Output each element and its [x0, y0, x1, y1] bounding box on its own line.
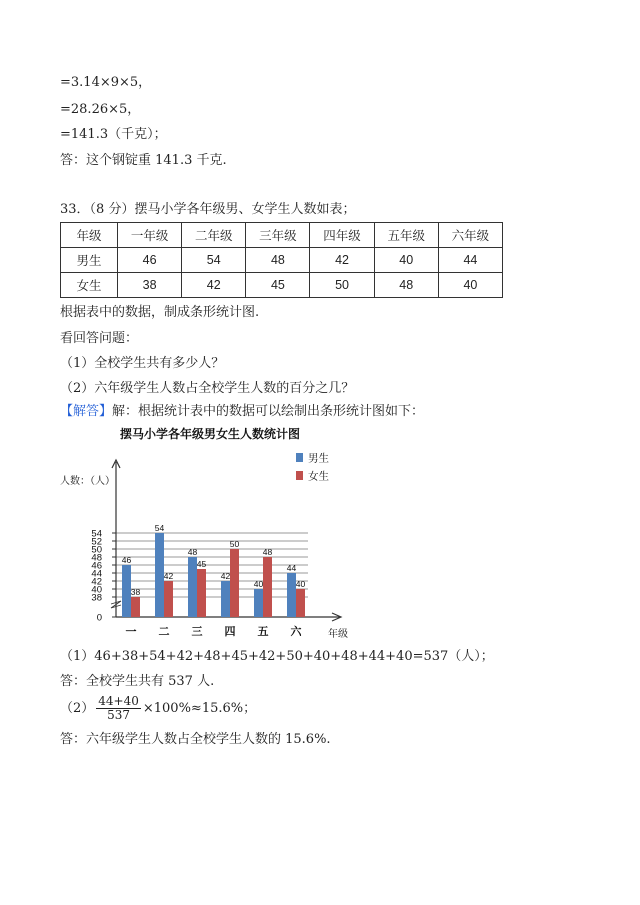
solution-intro: 解：根据统计表中的数据可以绘制出条形统计图如下：: [112, 404, 425, 419]
fraction-denominator: 537: [107, 708, 131, 722]
bar-female: [263, 557, 272, 617]
table-row: [61, 273, 503, 298]
y-tick-label: 48: [91, 552, 102, 564]
bar-male: [122, 565, 131, 617]
table-header-cell: 年级: [61, 223, 118, 248]
bar-male: [155, 533, 164, 617]
table-cell: 50: [310, 273, 374, 298]
bar-male: [254, 589, 263, 617]
legend-label: 女生: [308, 470, 329, 483]
instruction-1: 根据表中的数据，制成条形统计图.: [60, 305, 260, 320]
table-cell: 48: [374, 273, 438, 298]
y-tick-label: 52: [91, 536, 102, 548]
table-header-cell: 三年级: [246, 223, 310, 248]
y-tick-label: 38: [91, 592, 102, 604]
answer-1-conclusion: 答：全校学生共有 537 人.: [60, 674, 215, 689]
y-tick-label: 44: [91, 568, 102, 580]
calc-line-3: =141.3（千克）；: [60, 127, 167, 142]
table-cell: 44: [438, 248, 502, 273]
table-header-cell: 一年级: [118, 223, 182, 248]
bar-value-label: 38: [130, 587, 141, 597]
bar-value-label: 48: [262, 547, 273, 557]
solution-tag: 【解答】: [60, 404, 113, 419]
y-tick-label: 50: [91, 544, 102, 556]
bar-female: [131, 597, 140, 617]
answer-2: [60, 694, 256, 724]
table-cell: 42: [182, 273, 246, 298]
question-1: （1）全校学生共有多少人？: [60, 356, 225, 371]
y-tick-label: 40: [91, 584, 102, 596]
answer-2-prefix: （2）: [60, 701, 95, 716]
bar-female: [197, 569, 206, 617]
bar-female: [164, 581, 173, 617]
table-header-row: [61, 223, 503, 248]
table-row-label: 男生: [61, 248, 118, 273]
table-header-cell: 五年级: [374, 223, 438, 248]
solution-intro-line: [60, 403, 424, 421]
question-header: 33．（8 分）摆马小学各年级男、女学生人数如表；: [60, 202, 356, 217]
instruction-2: 看回答问题：: [60, 331, 139, 346]
x-tick-label: 一: [125, 626, 137, 638]
y-axis-label: 人数：（人）: [60, 476, 115, 487]
calc-line-1: =3.14×9×5，: [60, 75, 152, 90]
legend-swatch: [296, 453, 303, 462]
table-cell: 42: [310, 248, 374, 273]
answer-2-conclusion: 答：六年级学生人数占全校学生人数的 15.6%.: [60, 732, 331, 747]
x-axis-label: 年级: [328, 629, 348, 640]
table-cell: 54: [182, 248, 246, 273]
bar-female: [296, 589, 305, 617]
legend-label: 男生: [308, 452, 329, 465]
y-tick-label: 0: [96, 612, 102, 624]
bar-female: [230, 549, 239, 617]
legend-swatch: [296, 471, 303, 480]
fraction: [96, 695, 141, 722]
table-cell: 45: [246, 273, 310, 298]
calc-answer: 答：这个钢锭重 141.3 千克.: [60, 153, 227, 168]
bar-male: [221, 581, 230, 617]
table-cell: 46: [118, 248, 182, 273]
y-tick-label: 42: [91, 576, 102, 588]
answer-1: （1）46+38+54+42+48+45+42+50+40+48+44+40=537（人）；: [60, 649, 494, 664]
bar-value-label: 42: [163, 571, 174, 581]
bar-value-label: 40: [295, 579, 306, 589]
x-tick-label: 二: [158, 626, 170, 638]
bar-value-label: 40: [253, 579, 264, 589]
bar-value-label: 46: [121, 555, 132, 565]
bar-value-label: 54: [154, 523, 165, 533]
table-row-label: 女生: [61, 273, 118, 298]
bar-value-label: 42: [220, 571, 231, 581]
bar-value-label: 50: [229, 539, 240, 549]
table-header-cell: 四年级: [310, 223, 374, 248]
table-row: [61, 248, 503, 273]
table-cell: 40: [374, 248, 438, 273]
x-tick-label: 三: [191, 626, 203, 638]
student-count-table: [60, 222, 503, 298]
x-tick-label: 四: [224, 626, 236, 638]
axis-break: [111, 601, 121, 608]
answer-2-suffix: ×100%≈15.6%；: [142, 701, 257, 716]
y-tick-label: 46: [91, 560, 102, 572]
table-cell: 38: [118, 273, 182, 298]
bar-male: [188, 557, 197, 617]
bar-male: [287, 573, 296, 617]
table-header-cell: 二年级: [182, 223, 246, 248]
bar-value-label: 48: [187, 547, 198, 557]
calc-line-2: =28.26×5，: [60, 102, 141, 117]
x-tick-label: 五: [257, 626, 269, 638]
table-cell: 40: [438, 273, 502, 298]
table-cell: 48: [246, 248, 310, 273]
bar-value-label: 45: [196, 559, 207, 569]
bar-value-label: 44: [286, 563, 297, 573]
y-tick-label: 54: [91, 528, 102, 540]
question-2: （2）六年级学生人数占全校学生人数的百分之几？: [60, 381, 355, 396]
table-header-cell: 六年级: [438, 223, 502, 248]
chart-title: 摆马小学各年级男女生人数统计图: [119, 427, 301, 441]
bar-chart: [60, 420, 360, 642]
fraction-numerator: 44+40: [98, 694, 139, 708]
x-tick-label: 六: [290, 626, 302, 638]
